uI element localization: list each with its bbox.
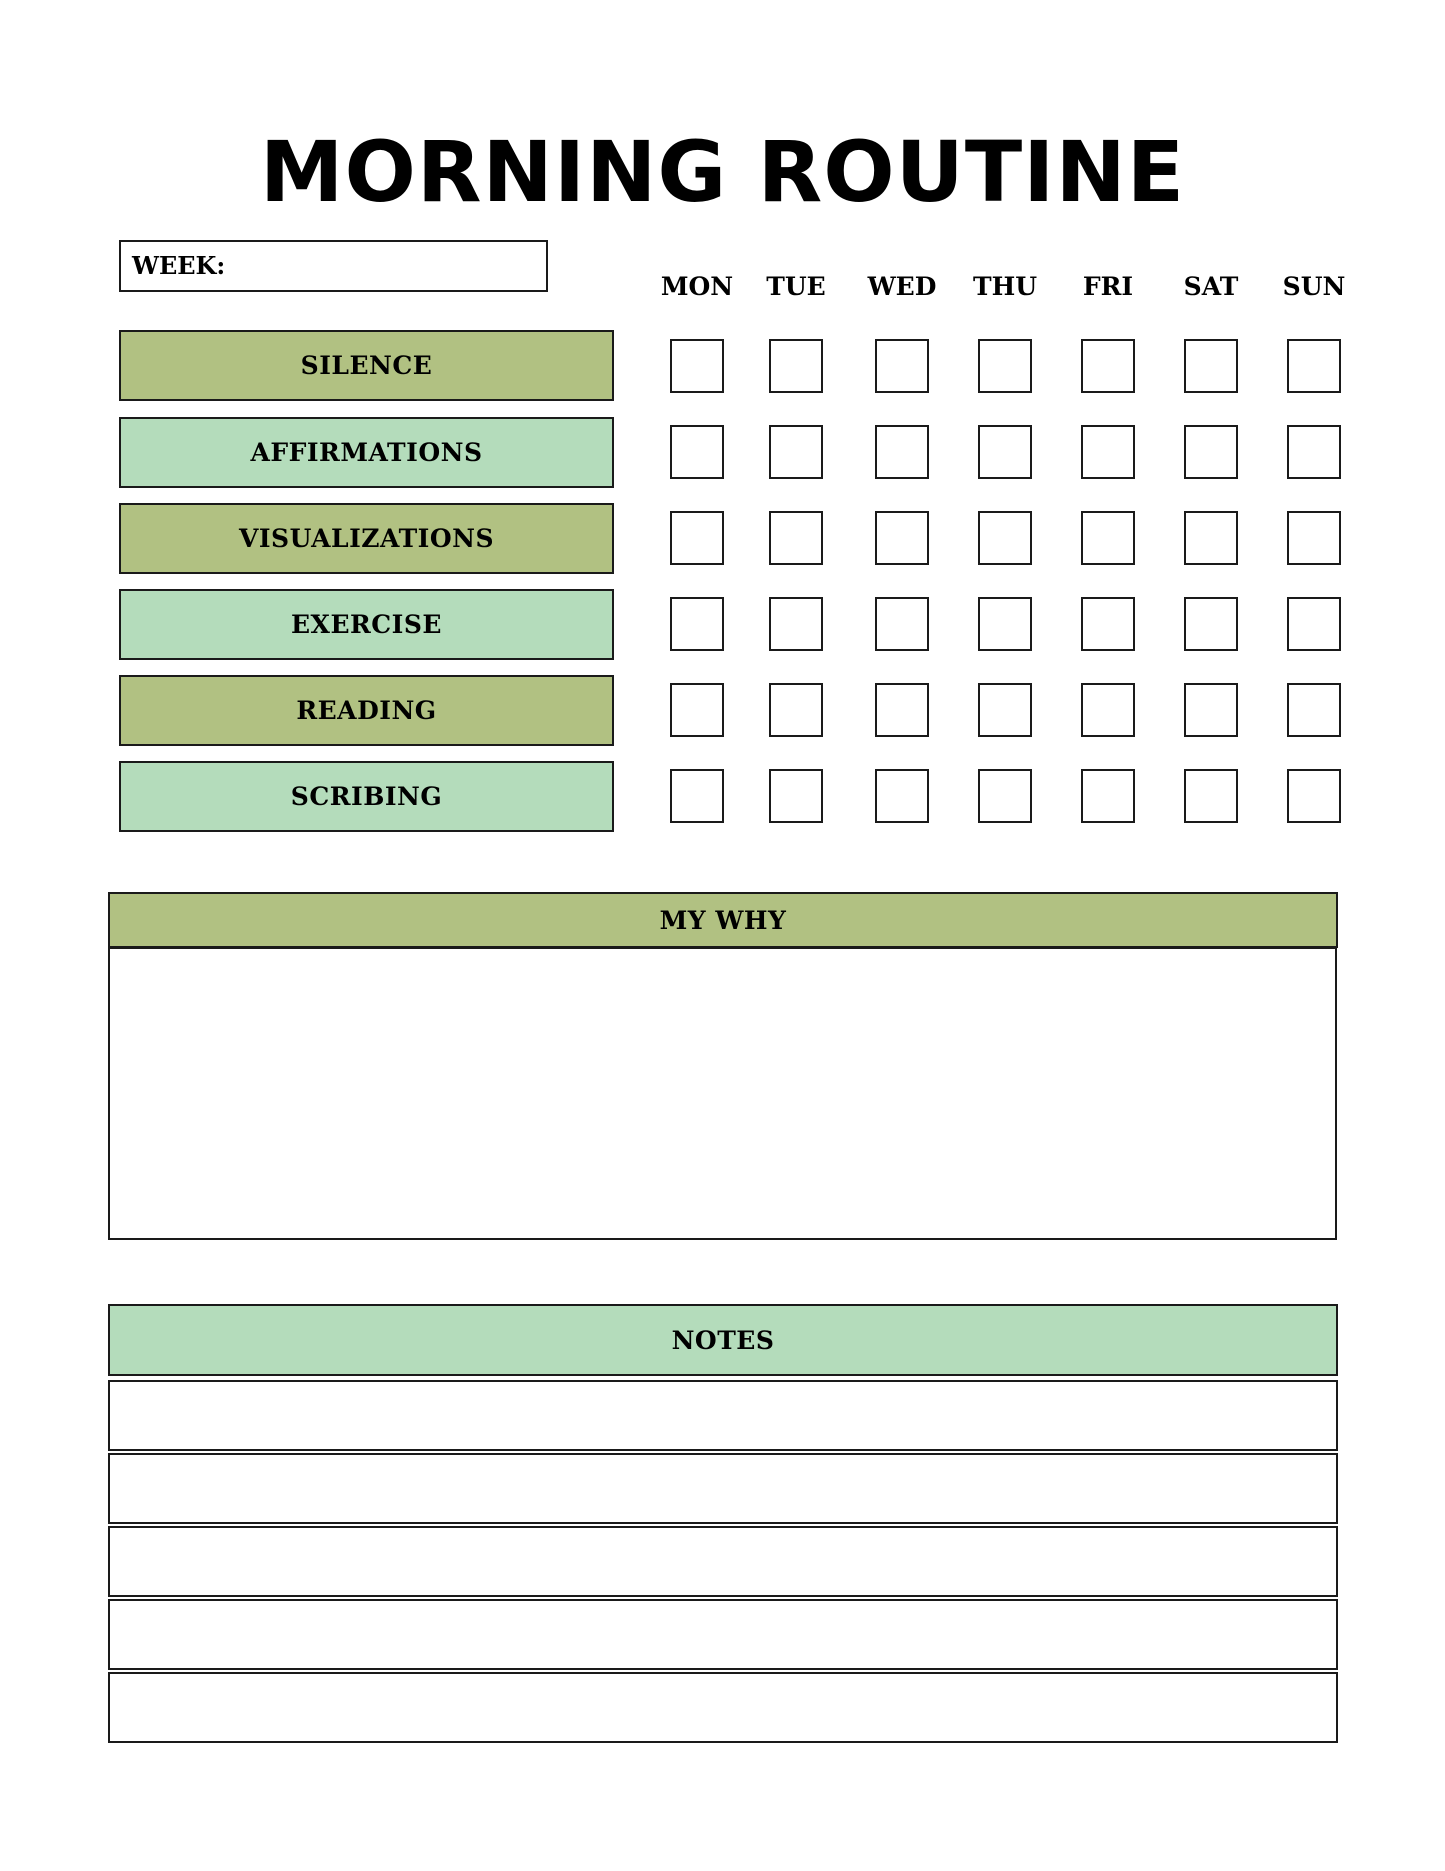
checkbox-affirmations-wed[interactable]: [875, 425, 929, 479]
checkbox-reading-tue[interactable]: [769, 683, 823, 737]
checkbox-scribing-sun[interactable]: [1287, 769, 1341, 823]
page-title: MORNING ROUTINE: [259, 123, 1186, 221]
notes-header: NOTES: [108, 1304, 1338, 1376]
note-line[interactable]: [108, 1599, 1338, 1670]
checkbox-affirmations-mon[interactable]: [670, 425, 724, 479]
week-label: WEEK:: [132, 251, 226, 280]
checkbox-reading-fri[interactable]: [1081, 683, 1135, 737]
checkbox-exercise-mon[interactable]: [670, 597, 724, 651]
day-header-fri: FRI: [1082, 272, 1134, 301]
habit-visualizations: VISUALIZATIONS: [119, 503, 614, 574]
checkbox-reading-sun[interactable]: [1287, 683, 1341, 737]
checkbox-affirmations-sun[interactable]: [1287, 425, 1341, 479]
checkbox-reading-thu[interactable]: [978, 683, 1032, 737]
checkbox-affirmations-tue[interactable]: [769, 425, 823, 479]
checkbox-silence-fri[interactable]: [1081, 339, 1135, 393]
checkbox-affirmations-fri[interactable]: [1081, 425, 1135, 479]
checkbox-reading-wed[interactable]: [875, 683, 929, 737]
note-line[interactable]: [108, 1672, 1338, 1743]
checkbox-exercise-tue[interactable]: [769, 597, 823, 651]
checkbox-scribing-fri[interactable]: [1081, 769, 1135, 823]
checkbox-exercise-thu[interactable]: [978, 597, 1032, 651]
checkbox-exercise-fri[interactable]: [1081, 597, 1135, 651]
day-header-tue: TUE: [766, 272, 826, 301]
my-why-header: MY WHY: [108, 892, 1338, 948]
checkbox-visualizations-thu[interactable]: [978, 511, 1032, 565]
checkbox-reading-mon[interactable]: [670, 683, 724, 737]
note-line[interactable]: [108, 1526, 1338, 1597]
day-header-mon: MON: [660, 272, 734, 301]
my-why-area[interactable]: [108, 947, 1337, 1240]
day-header-wed: WED: [867, 272, 937, 301]
checkbox-visualizations-wed[interactable]: [875, 511, 929, 565]
checkbox-visualizations-sun[interactable]: [1287, 511, 1341, 565]
checkbox-silence-mon[interactable]: [670, 339, 724, 393]
checkbox-scribing-mon[interactable]: [670, 769, 724, 823]
habit-reading: READING: [119, 675, 614, 746]
checkbox-silence-sun[interactable]: [1287, 339, 1341, 393]
checkbox-silence-tue[interactable]: [769, 339, 823, 393]
note-line[interactable]: [108, 1380, 1338, 1451]
habit-silence: SILENCE: [119, 330, 614, 401]
checkbox-affirmations-sat[interactable]: [1184, 425, 1238, 479]
habit-exercise: EXERCISE: [119, 589, 614, 660]
checkbox-visualizations-mon[interactable]: [670, 511, 724, 565]
checkbox-exercise-sun[interactable]: [1287, 597, 1341, 651]
note-line[interactable]: [108, 1453, 1338, 1524]
checkbox-scribing-sat[interactable]: [1184, 769, 1238, 823]
checkbox-visualizations-tue[interactable]: [769, 511, 823, 565]
week-field[interactable]: [119, 240, 548, 292]
checkbox-visualizations-sat[interactable]: [1184, 511, 1238, 565]
checkbox-scribing-thu[interactable]: [978, 769, 1032, 823]
day-header-sun: SUN: [1282, 272, 1346, 301]
checkbox-exercise-sat[interactable]: [1184, 597, 1238, 651]
checkbox-exercise-wed[interactable]: [875, 597, 929, 651]
checkbox-scribing-tue[interactable]: [769, 769, 823, 823]
checkbox-affirmations-thu[interactable]: [978, 425, 1032, 479]
day-header-thu: THU: [972, 272, 1038, 301]
checkbox-reading-sat[interactable]: [1184, 683, 1238, 737]
checkbox-silence-sat[interactable]: [1184, 339, 1238, 393]
checkbox-silence-wed[interactable]: [875, 339, 929, 393]
checkbox-visualizations-fri[interactable]: [1081, 511, 1135, 565]
day-header-sat: SAT: [1183, 272, 1239, 301]
habit-affirmations: AFFIRMATIONS: [119, 417, 614, 488]
checkbox-silence-thu[interactable]: [978, 339, 1032, 393]
checkbox-scribing-wed[interactable]: [875, 769, 929, 823]
habit-scribing: SCRIBING: [119, 761, 614, 832]
